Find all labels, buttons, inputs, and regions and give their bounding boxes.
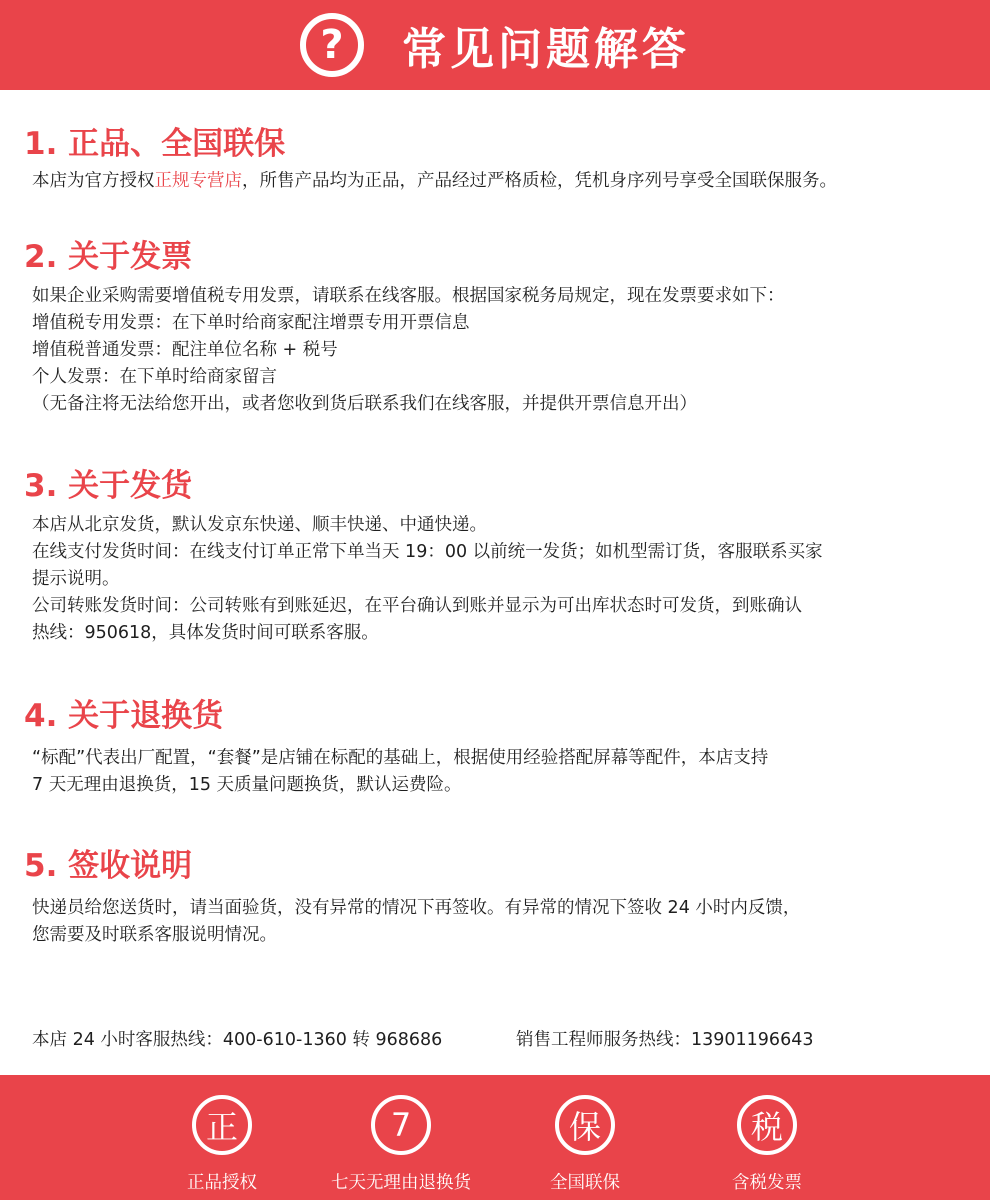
badge-genuine bbox=[142, 1095, 302, 1194]
footer-banner bbox=[0, 1075, 990, 1200]
section-line: “标配”代表出厂配置，“套餐”是店铺在标配的基础上，根据使用经验搭配屏幕等配件，本店支持 bbox=[32, 748, 769, 768]
section-line: 公司转账发货时间：公司转账有到账延迟，在平台确认到账并显示为可出库状态时可发货，到账确认 bbox=[32, 596, 802, 616]
section-line bbox=[32, 168, 967, 195]
section-line: 您需要及时联系客服说明情况。 bbox=[32, 925, 277, 945]
highlight-text: 正规专营店 bbox=[154, 171, 242, 191]
engineer-hotline: 销售工程师服务热线：13901196643 bbox=[516, 1030, 814, 1050]
section-line: 如果企业采购需要增值税专用发票，请联系在线客服。根据国家税务局规定，现在发票要求如下： bbox=[32, 286, 785, 306]
warranty-icon: 保 bbox=[555, 1095, 615, 1155]
header-banner bbox=[0, 0, 990, 90]
badge-label: 七天无理由退换货 bbox=[331, 1173, 471, 1193]
section-title: 2. 关于发票 bbox=[24, 239, 193, 275]
badge-warranty bbox=[505, 1095, 665, 1194]
badge-label: 正品授权 bbox=[187, 1173, 257, 1193]
section-line: 本店从北京发货，默认发京东快递、顺丰快递、中通快递。 bbox=[32, 515, 487, 535]
section-line: （无备注将无法给您开出，或者您收到货后联系我们在线客服，并提供开票信息开出） bbox=[32, 394, 697, 414]
section-line: 增值税专用发票：在下单时给商家配注增票专用开票信息 bbox=[32, 313, 470, 333]
service-hotline: 本店 24 小时客服热线：400-610-1360 转 968686 bbox=[32, 1030, 443, 1050]
section-title: 4. 关于退换货 bbox=[24, 698, 224, 734]
section-line: 提示说明。 bbox=[32, 569, 120, 589]
question-icon: ? bbox=[300, 13, 364, 77]
section-line: 热线：950618，具体发货时间可联系客服。 bbox=[32, 623, 379, 643]
section-body bbox=[32, 168, 967, 195]
section-line: 个人发票：在下单时给商家留言 bbox=[32, 367, 277, 387]
genuine-icon: 正 bbox=[192, 1095, 252, 1155]
text-segment: ，所售产品均为正品，产品经过严格质检，凭机身序列号享受全国联保服务。 bbox=[242, 171, 837, 191]
section-line: 在线支付发货时间：在线支付订单正常下单当天 19：00 以前统一发货；如机型需订货，客服联系买家 bbox=[32, 542, 823, 562]
section-body bbox=[32, 283, 967, 418]
section-title: 3. 关于发货 bbox=[24, 468, 193, 504]
section-body bbox=[32, 512, 967, 647]
section-title: 5. 签收说明 bbox=[24, 848, 193, 884]
section-body bbox=[32, 745, 967, 799]
section-line: 7 天无理由退换货，15 天质量问题换货，默认运费险。 bbox=[32, 775, 462, 795]
section-line: 快递员给您送货时，请当面验货，没有异常的情况下再签收。有异常的情况下签收 24 小时内反馈， bbox=[32, 898, 801, 918]
text-segment: 本店为官方授权 bbox=[32, 171, 155, 191]
hotlines bbox=[32, 1026, 814, 1051]
tax-icon: 税 bbox=[737, 1095, 797, 1155]
badge-label: 含税发票 bbox=[732, 1173, 802, 1193]
section-title: 1. 正品、全国联保 bbox=[24, 126, 286, 162]
badge-label: 全国联保 bbox=[550, 1173, 620, 1193]
badge-invoice bbox=[687, 1095, 847, 1194]
section-line: 增值税普通发票：配注单位名称 + 税号 bbox=[32, 340, 338, 360]
seven-day-icon: 7 bbox=[371, 1095, 431, 1155]
section-body bbox=[32, 895, 967, 949]
page-title: 常见问题解答 bbox=[402, 24, 690, 75]
badge-seven-day-return bbox=[321, 1095, 481, 1194]
